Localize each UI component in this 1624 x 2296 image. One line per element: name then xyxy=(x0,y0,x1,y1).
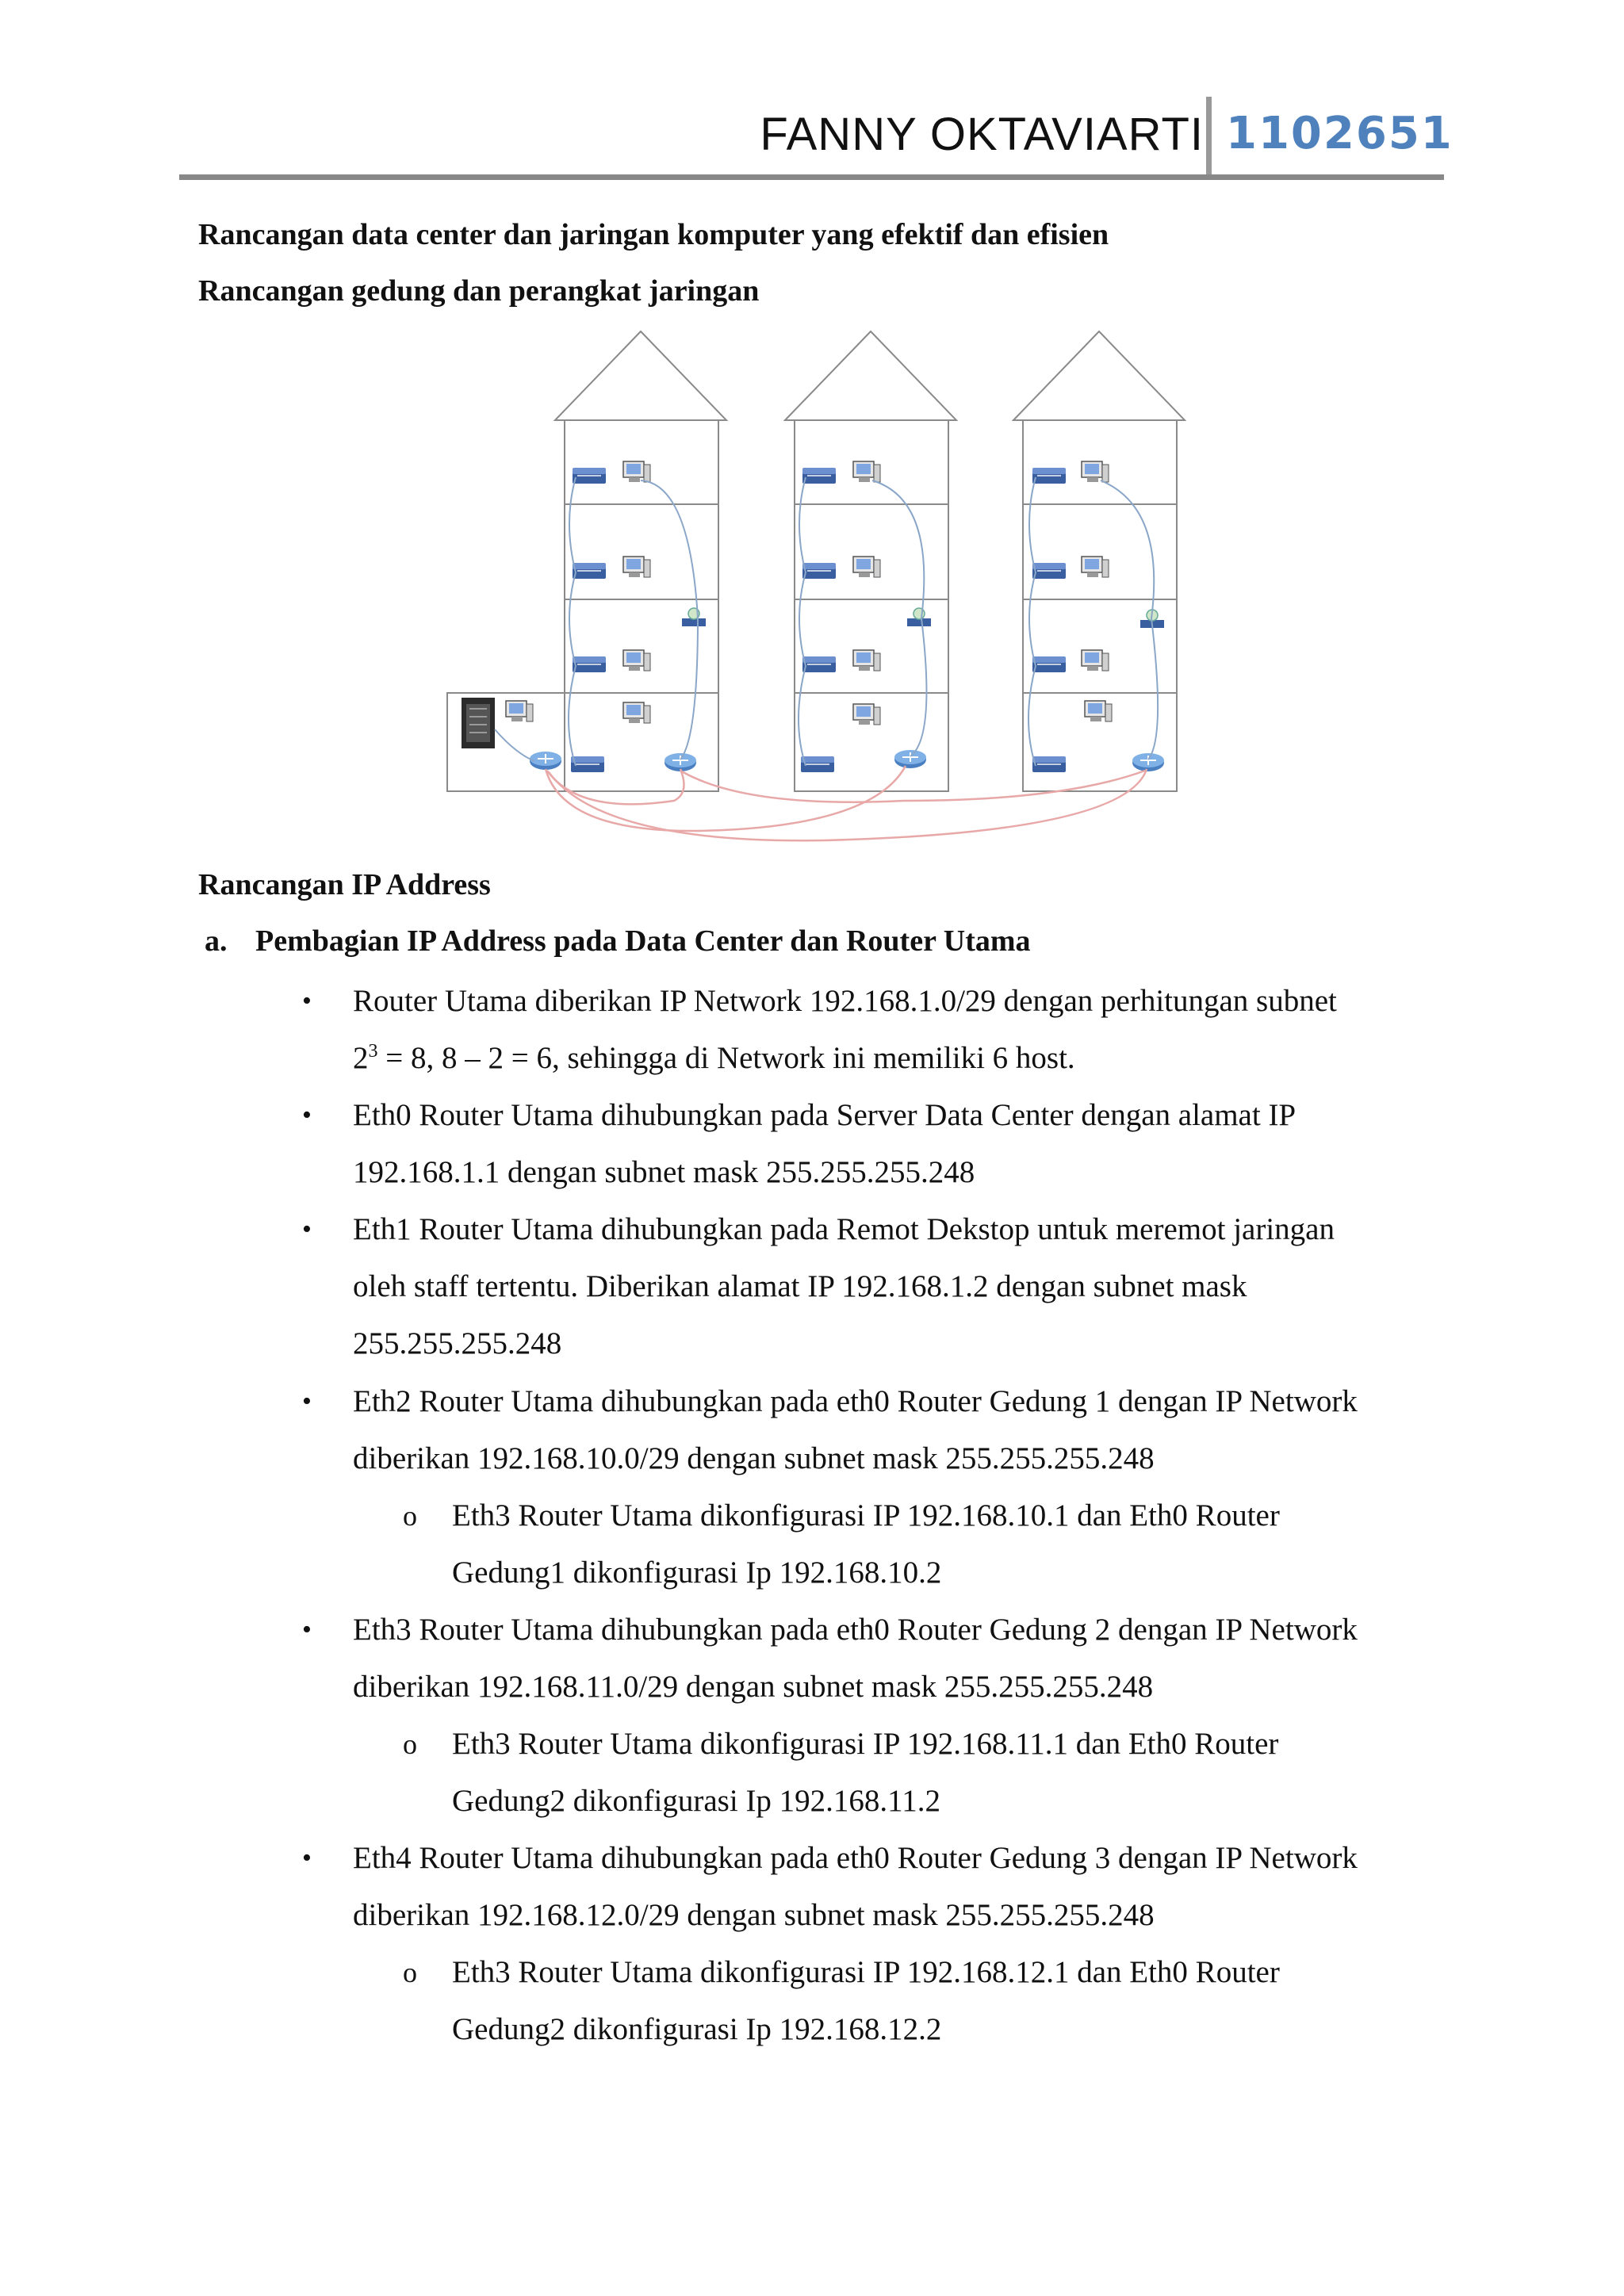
switch-icon xyxy=(573,656,606,672)
list-item-line: diberikan 192.168.10.0/29 dengan subnet mask 255.255.255.248 xyxy=(353,1441,1155,1475)
switch-icon xyxy=(802,468,836,484)
header-author: FANNY OKTAVIARTI xyxy=(760,109,1204,160)
switch-icon xyxy=(1032,756,1066,772)
heading-title2: Rancangan gedung dan perangkat jaringan xyxy=(198,274,760,308)
section-a-heading xyxy=(205,924,1031,959)
pc-icon xyxy=(853,704,880,725)
list-item-line: Eth2 Router Utama dihubungkan pada eth0 Router Gedung 1 dengan IP Network xyxy=(353,1384,1358,1418)
access-point-icon xyxy=(907,608,931,626)
list-item xyxy=(302,1201,1447,1372)
pc-icon xyxy=(1082,557,1109,577)
sub-list-item-line: Eth3 Router Utama dikonfigurasi IP 192.168.10.1 dan Eth0 Router xyxy=(452,1498,1280,1533)
data-center-rack xyxy=(462,698,495,748)
header-id-number: 1102651 xyxy=(1226,108,1454,159)
section-a-label: a. xyxy=(205,924,228,958)
header-rule xyxy=(179,174,1444,180)
switch-icon xyxy=(1032,563,1066,579)
pc-icon xyxy=(623,461,650,482)
sub-bullet-marker: o xyxy=(403,1728,417,1760)
heading-title1: Rancangan data center dan jaringan komputer yang efektif dan efisien xyxy=(198,218,1109,251)
pc-icon xyxy=(853,557,880,577)
switch-icon xyxy=(802,563,836,579)
section-a-title: Pembagian IP Address pada Data Center dan Router Utama xyxy=(255,924,1031,958)
pc-icon xyxy=(1082,650,1109,671)
list-item xyxy=(302,1373,1447,1487)
list-item-line: diberikan 192.168.11.0/29 dengan subnet mask 255.255.255.248 xyxy=(353,1670,1154,1704)
switch-icon xyxy=(802,656,836,672)
header-divider xyxy=(1206,97,1212,176)
list-item-line: Eth1 Router Utama dihubungkan pada Remot Dekstop untuk meremot jaringan xyxy=(353,1212,1335,1246)
pc-icon xyxy=(623,702,650,723)
sub-list-item-line: Gedung1 dikonfigurasi Ip 192.168.10.2 xyxy=(452,1556,942,1590)
list-item xyxy=(302,1087,1447,1201)
list-item-line: Eth4 Router Utama dihubungkan pada eth0 Router Gedung 3 dengan IP Network xyxy=(353,1841,1358,1875)
remote-desktop-pc xyxy=(506,701,533,721)
bullet-marker: • xyxy=(302,986,312,1016)
bullet-marker: • xyxy=(302,1843,312,1873)
sub-list-item-line: Gedung2 dikonfigurasi Ip 192.168.11.2 xyxy=(452,1784,940,1818)
pc-icon xyxy=(623,557,650,577)
list-item-line: diberikan 192.168.12.0/29 dengan subnet mask 255.255.255.248 xyxy=(353,1898,1155,1932)
access-point-icon xyxy=(682,608,706,626)
pc-icon xyxy=(853,650,880,671)
list-item xyxy=(302,973,1447,1087)
building-router-icon xyxy=(1132,753,1164,771)
sub-bullet-marker: o xyxy=(403,1500,417,1532)
building-cabling xyxy=(495,477,1158,766)
pc-icon xyxy=(1085,701,1112,721)
list-item-line: Router Utama diberikan IP Network 192.168.1.0/29 dengan perhitungan subnet xyxy=(353,984,1337,1018)
switch-icon xyxy=(1032,468,1066,484)
list-item-line: 255.255.255.248 xyxy=(353,1326,562,1360)
building-router-icon xyxy=(665,753,696,771)
building-network-diagram xyxy=(428,325,1221,848)
pc-icon xyxy=(853,461,880,482)
inter-building-links xyxy=(546,766,1147,840)
sub-list-item-line: Eth3 Router Utama dikonfigurasi IP 192.168.11.1 dan Eth0 Router xyxy=(452,1727,1279,1761)
list-item xyxy=(302,1601,1447,1716)
pc-icon xyxy=(1082,461,1109,482)
sub-list-item xyxy=(403,1487,1451,1601)
sub-list-item xyxy=(403,1716,1451,1830)
list-item-line: Eth0 Router Utama dihubungkan pada Server Data Center dengan alamat IP xyxy=(353,1098,1297,1132)
list-item xyxy=(302,1830,1447,1944)
switch-icon xyxy=(573,468,606,484)
sub-bullet-marker: o xyxy=(403,1957,417,1988)
heading-ip-address: Rancangan IP Address xyxy=(198,868,491,901)
pc-icon xyxy=(623,650,650,671)
bullet-marker: • xyxy=(302,1387,312,1416)
switch-icon xyxy=(1032,656,1066,672)
list-item-line: oleh staff tertentu. Diberikan alamat IP 192.168.1.2 dengan subnet mask xyxy=(353,1269,1247,1303)
list-item-line: $2^3 = 8$, 8 – 2 = 6, sehingga di Network ini memiliki 6 host. xyxy=(353,1041,1075,1075)
list-item-line: 192.168.1.1 dengan subnet mask 255.255.255.248 xyxy=(353,1155,975,1189)
building-router-icon xyxy=(894,750,926,768)
switch-icon xyxy=(573,563,606,579)
list-item-line: Eth3 Router Utama dihubungkan pada eth0 Router Gedung 2 dengan IP Network xyxy=(353,1613,1358,1647)
sub-list-item-line: Gedung2 dikonfigurasi Ip 192.168.12.2 xyxy=(452,2012,942,2046)
sub-list-item xyxy=(403,1944,1451,2058)
bullet-marker: • xyxy=(302,1100,312,1130)
bullet-marker: • xyxy=(302,1615,312,1644)
sub-list-item-line: Eth3 Router Utama dikonfigurasi IP 192.168.12.1 dan Eth0 Router xyxy=(452,1955,1280,1989)
bullet-marker: • xyxy=(302,1215,312,1244)
